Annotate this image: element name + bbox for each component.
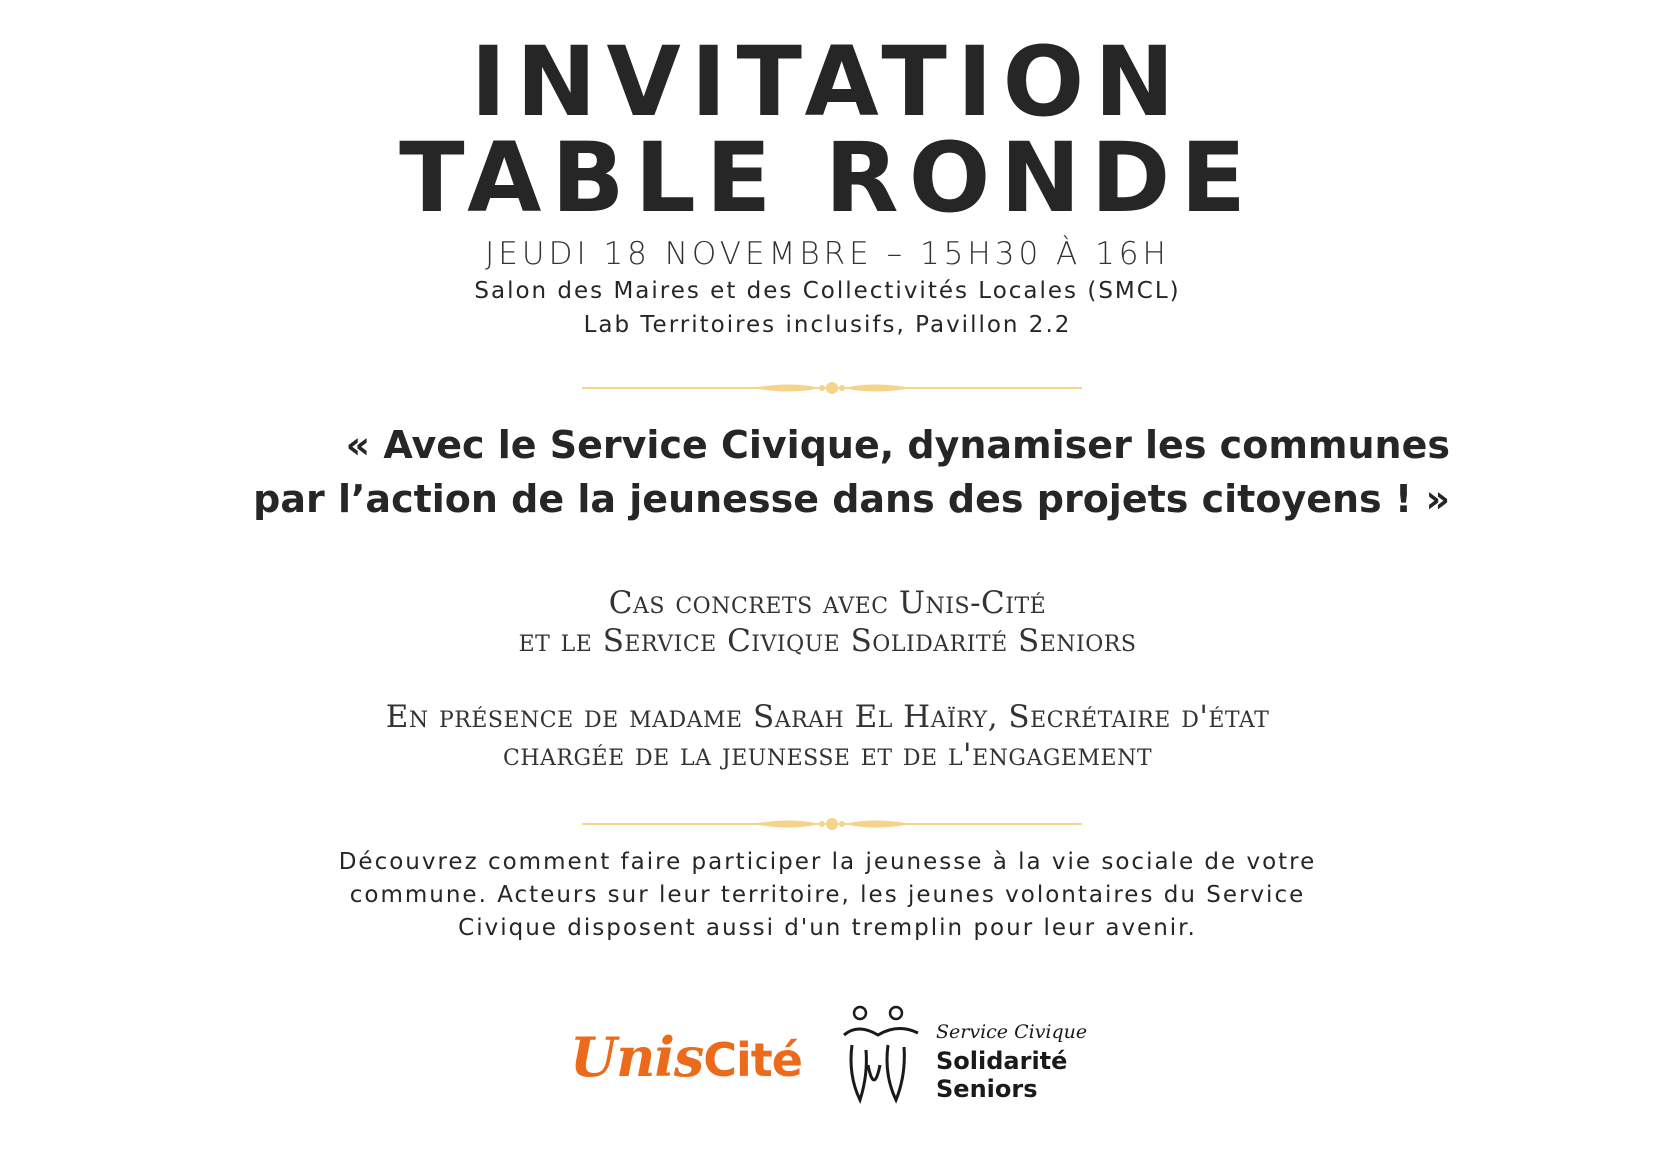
quote-line-1: « Avec le Service Civique, dynamiser les communes xyxy=(345,423,1450,467)
unis-cite-logo-cite: Cité xyxy=(703,1033,802,1087)
ornament-divider xyxy=(582,378,1082,398)
description-line-2: commune. Acteurs sur leur territoire, les jeunes volontaires du Service xyxy=(349,882,1306,908)
unis-cite-logo-unis: Unis xyxy=(570,1025,704,1089)
venue-line-2: Lab Territoires inclusifs, Pavillon 2.2 xyxy=(583,312,1072,338)
description-line-3: Civique disposent aussi d'un tremplin pour leur avenir. xyxy=(458,915,1197,941)
cases-line-1: Cas concrets avec Unis-Cité xyxy=(608,585,1047,621)
solidarite-seniors-logo xyxy=(936,1018,1087,1103)
presence-line-2: chargée de la jeunesse et de l'engagement xyxy=(502,737,1152,773)
solidarite-seniors-icon xyxy=(838,1005,928,1105)
event-date: JEUDI 18 NOVEMBRE – 15H30 À 16H xyxy=(485,236,1170,272)
ornament-divider xyxy=(582,814,1082,834)
presence-line-1: En présence de madame Sarah El Haïry, Secrétaire d'état xyxy=(385,699,1270,735)
unis-cite-logo xyxy=(570,1025,802,1089)
venue-line-1: Salon des Maires et des Collectivités Locales (SMCL) xyxy=(474,278,1181,304)
solidarite-seniors-line-2: Solidarité xyxy=(936,1047,1068,1075)
cases-line-2: et le Service Civique Solidarité Seniors xyxy=(518,623,1137,659)
solidarite-seniors-line-3: Seniors xyxy=(936,1075,1038,1103)
description-line-1: Découvrez comment faire participer la jeunesse à la vie sociale de votre xyxy=(338,849,1317,875)
title-line-2: TABLE RONDE xyxy=(399,122,1256,234)
solidarite-seniors-line-1: Service Civique xyxy=(936,1021,1088,1043)
quote-line-2: par l’action de la jeunesse dans des projets citoyens ! » xyxy=(253,477,1450,521)
title-line-1: INVITATION xyxy=(470,26,1185,138)
